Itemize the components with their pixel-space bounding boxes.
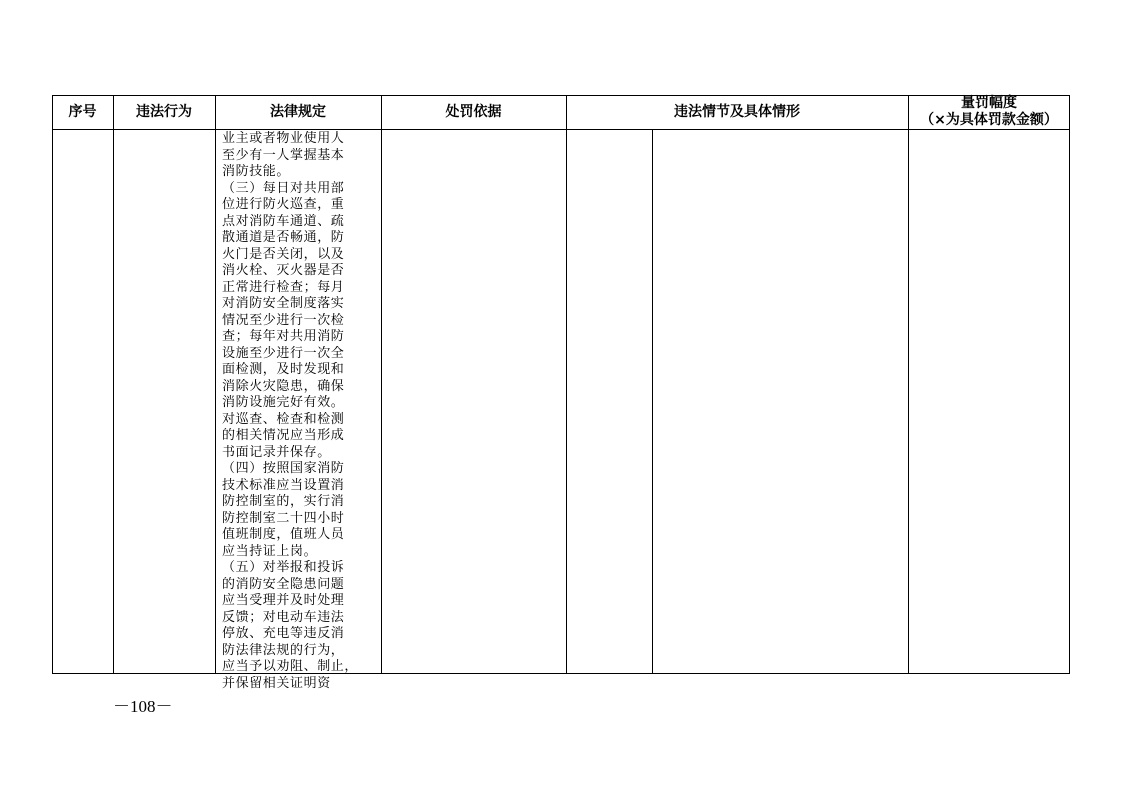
- header-basis: 处罚依据: [445, 103, 502, 120]
- law-text-line: （四）按照国家消防: [222, 461, 345, 476]
- header-penalty-note: （×为具体罚款金额）: [920, 112, 1058, 128]
- law-text-line: 正常进行检查；每月: [222, 279, 345, 295]
- law-provision-text: [222, 131, 378, 692]
- law-text-line: 至少有一人掌握基本: [222, 147, 345, 163]
- law-text-line: 消防技能。: [222, 164, 291, 179]
- law-text-line: 应当予以劝阻、制止，: [222, 659, 359, 674]
- column-divider: [566, 95, 567, 674]
- law-text-line: 值班制度，值班人员: [222, 527, 345, 542]
- law-text-line: 防法律法规的行为，: [222, 642, 345, 658]
- column-divider: [908, 95, 909, 674]
- law-text-line: 并保留相关证明资: [222, 675, 331, 691]
- law-text-line: 火门是否关闭，以及: [222, 246, 345, 262]
- law-text-line: 技术标准应当设置消: [222, 477, 345, 493]
- law-text-line: 的相关情况应当形成: [222, 428, 345, 443]
- law-text-line: 查；每年对共用消防: [222, 329, 345, 344]
- law-text-line: 应当持证上岗。: [222, 543, 318, 559]
- law-text-line: （三）每日对共用部: [222, 180, 345, 196]
- header-penalty-title: 量罚幅度: [961, 95, 1017, 111]
- law-text-line: 的消防安全隐患问题: [222, 576, 345, 592]
- law-text-line: 点对消防车通道、疏: [222, 213, 345, 229]
- law-text-line: 位进行防火巡查，重: [222, 197, 345, 212]
- page-number: －108－: [113, 697, 173, 716]
- column-divider: [381, 95, 382, 674]
- header-law: 法律规定: [270, 103, 326, 120]
- header-violation: 违法行为: [136, 103, 192, 120]
- law-text-line: 防控制室的，实行消: [222, 494, 345, 509]
- law-text-line: 散通道是否畅通，防: [222, 230, 345, 245]
- law-text-line: 停放、充电等违反消: [222, 626, 345, 641]
- law-text-line: 对巡查、检查和检测: [222, 411, 345, 427]
- header-circumstances: 违法情节及具体情形: [674, 103, 800, 120]
- column-divider: [215, 95, 216, 674]
- column-divider: [652, 129, 653, 674]
- law-text-line: 防控制室二十四小时: [222, 510, 345, 526]
- regulation-table: [52, 95, 1070, 674]
- law-text-line: 对消防安全制度落实: [222, 296, 345, 311]
- header-index: 序号: [68, 103, 97, 120]
- law-text-line: 应当受理并及时处理: [222, 593, 345, 608]
- header-divider: [52, 129, 1070, 130]
- law-text-line: 面检测，及时发现和: [222, 362, 345, 377]
- column-divider: [113, 95, 114, 674]
- law-text-line: 消除火灾隐患，确保: [222, 378, 345, 394]
- law-text-line: （五）对举报和投诉: [222, 560, 345, 575]
- law-text-line: 设施至少进行一次全: [222, 345, 345, 361]
- law-text-line: 消火栓、灭火器是否: [222, 263, 345, 278]
- law-text-line: 情况至少进行一次检: [222, 312, 345, 328]
- header-penalty: [908, 95, 1070, 129]
- law-text-line: 反馈；对电动车违法: [222, 609, 345, 625]
- law-text-line: 消防设施完好有效。: [222, 395, 345, 410]
- law-text-line: 业主或者物业使用人: [222, 131, 345, 146]
- law-text-line: 书面记录并保存。: [222, 444, 331, 460]
